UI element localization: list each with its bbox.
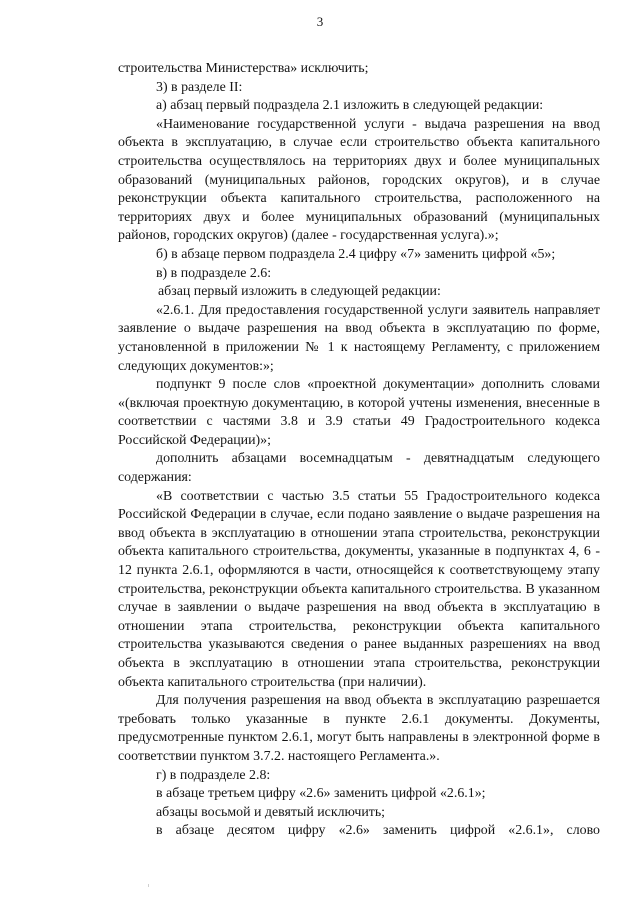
paragraph-6: в) в подразделе 2.6: [156, 265, 272, 281]
paragraph-9: подпункт 9 после слов «проектной документации» дополнить словами «(включая проектную документацию, в которой учтены изменения, внесенные в соответствии с частями 3.8 и 3.9 статьи 49 Градостроительного кодекса Российской Федерации)»; [118, 377, 600, 448]
scan-artifact [148, 884, 149, 887]
paragraph-1: строительства Министерства» исключить; [118, 61, 369, 76]
paragraph-11: «В соответствии с частью 3.5 статьи 55 Градостроительного кодекса Российской Федерации в случае, если подано заявление о выдаче разрешения на ввод объекта в эксплуатацию в отношении этапа строительства, реконструкции объекта капитального строительства, документы, указанные в подпунктах 4, 6 - 12 пункта 2.6.1, оформляются в части, относящейся к соответствующему этапу строительства, реконструкции объекта капитального строительства. В указанном случае в заявлении о выдаче разрешения на ввод объекта в эксплуатацию в отношении этапа строительства, реконструкции объекта капитального строительства указываются сведения о ранее выданных разрешениях на ввод объекта в эксплуатацию в отношении этапа строительства, реконструкции объекта капитального строительства (при наличии). [118, 488, 600, 690]
paragraph-14: в абзаце третьем цифру «2.6» заменить цифрой «2.6.1»; [156, 786, 486, 802]
paragraph-3: а) абзац первый подраздела 2.1 изложить в следующей редакции: [156, 98, 544, 114]
paragraph-16: в абзаце десятом цифру «2.6» заменить цифрой «2.6.1», слово [156, 823, 600, 839]
paragraph-10: дополнить абзацами восемнадцатым - девятнадцатым следующего содержания: [118, 451, 600, 486]
paragraph-8: «2.6.1. Для предоставления государственной услуги заявитель направляет заявление о выдаче разрешения на ввод объекта в эксплуатацию по форме, установленной в приложении № 1 к настоящему Регламенту, с приложением следующих документов:»; [118, 302, 600, 374]
paragraph-7: абзац первый изложить в следующей редакции: [158, 284, 441, 300]
paragraph-5: б) в абзаце первом подраздела 2.4 цифру «7» заменить цифрой «5»; [156, 246, 556, 262]
paragraph-12: Для получения разрешения на ввод объекта в эксплуатацию разрешается требовать только указанные в пункте 2.6.1 документы. Документы, предусмотренные пунктом 2.6.1, могут быть направлены в электронной форме в соответствии пунктом 3.7.2. настоящего Регламента.». [118, 693, 600, 764]
paragraph-15: абзацы восьмой и девятый исключить; [156, 804, 386, 820]
page-number: 3 [316, 14, 324, 29]
document-body [118, 60, 600, 841]
paragraph-2: 3) в разделе II: [156, 79, 243, 95]
paragraph-13: г) в подразделе 2.8: [156, 767, 271, 783]
paragraph-4: «Наименование государственной услуги - выдача разрешения на ввод объекта в эксплуатацию, в случае если строительство объекта капитального строительства осуществлялось на территориях двух и более муниципальных образований (муниципальных районов, городских округов), и в случае реконструкции объекта капитального строительства, расположенного на территориях двух и более муниципальных образований (муниципальных районов, городских округов) (далее - государственная услуга).»; [118, 116, 600, 244]
